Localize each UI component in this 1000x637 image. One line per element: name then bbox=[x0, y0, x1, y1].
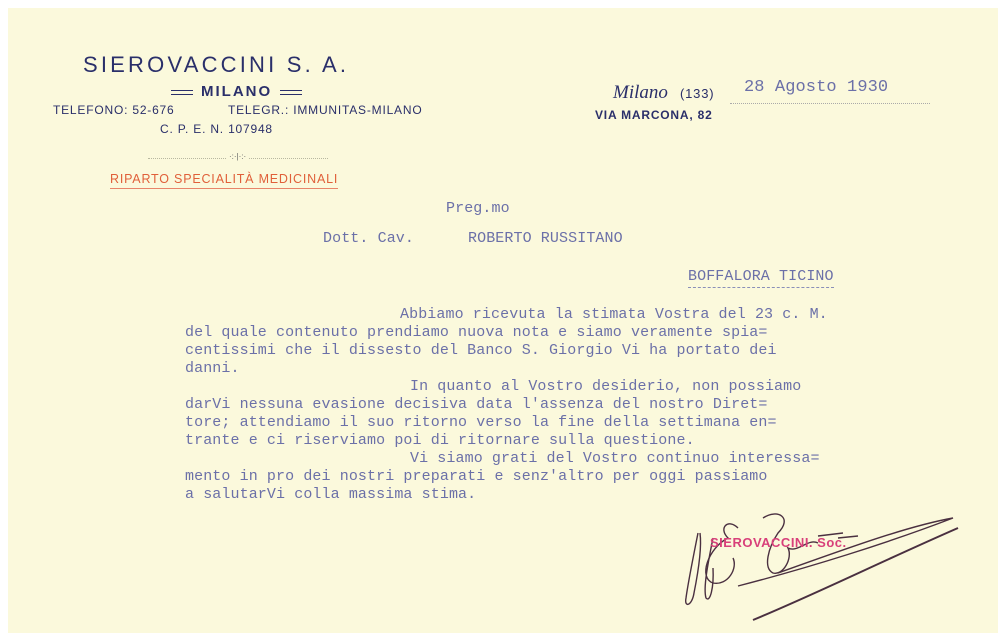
body-line: a salutarVi colla massima stima. bbox=[185, 486, 477, 503]
body-line: centissimi che il dissesto del Banco S. Giorgio Vi ha portato dei bbox=[185, 342, 777, 359]
company-city bbox=[163, 83, 310, 100]
address: VIA MARCONA, 82 bbox=[595, 108, 713, 122]
body-line: Vi siamo grati del Vostro continuo interessa= bbox=[410, 450, 820, 467]
telegraph: TELEGR.: IMMUNITAS-MILANO bbox=[228, 103, 423, 117]
letter-date: 28 Agosto 1930 bbox=[744, 78, 889, 97]
body-line: Abbiamo ricevuta la stimata Vostra del 23 c. M. bbox=[400, 306, 828, 323]
phone: TELEFONO: 52-676 bbox=[53, 103, 175, 117]
body-line: tore; attendiamo il suo ritorno verso la fine della settimana en= bbox=[185, 414, 777, 431]
postal-code: (133) bbox=[680, 86, 715, 101]
cpe-number: C. P. E. N. 107948 bbox=[160, 122, 273, 136]
body-line: del quale contenuto prendiamo nuova nota e siamo veramente spia= bbox=[185, 324, 768, 341]
ornament-divider bbox=[148, 152, 328, 161]
ornament: ·:·|·:· bbox=[226, 152, 249, 161]
letter-paper bbox=[8, 8, 998, 633]
company-stamp: SIEROVACCINI. Soc. bbox=[710, 535, 847, 550]
salutation: Preg.mo bbox=[446, 200, 510, 217]
place: Milano bbox=[613, 82, 668, 103]
company-name: SIEROVACCINI S. A. bbox=[83, 52, 350, 77]
recipient-title: Dott. Cav. bbox=[323, 230, 415, 247]
body-line: danni. bbox=[185, 360, 240, 377]
date-line bbox=[730, 103, 930, 104]
recipient-name: ROBERTO RUSSITANO bbox=[468, 230, 623, 247]
body-line: trante e ci riserviamo poi di ritornare sulla questione. bbox=[185, 432, 695, 449]
city-label: MILANO bbox=[201, 83, 273, 100]
handwritten-signature bbox=[668, 498, 968, 628]
body-line: darVi nessuna evasione decisiva data l'assenza del nostro Diret= bbox=[185, 396, 768, 413]
recipient-location: BOFFALORA TICINO bbox=[688, 268, 834, 288]
department: RIPARTO SPECIALITÀ MEDICINALI bbox=[110, 172, 338, 189]
body-line: In quanto al Vostro desiderio, non possiamo bbox=[410, 378, 802, 395]
body-line: mento in pro dei nostri preparati e senz'altro per oggi passiamo bbox=[185, 468, 768, 485]
